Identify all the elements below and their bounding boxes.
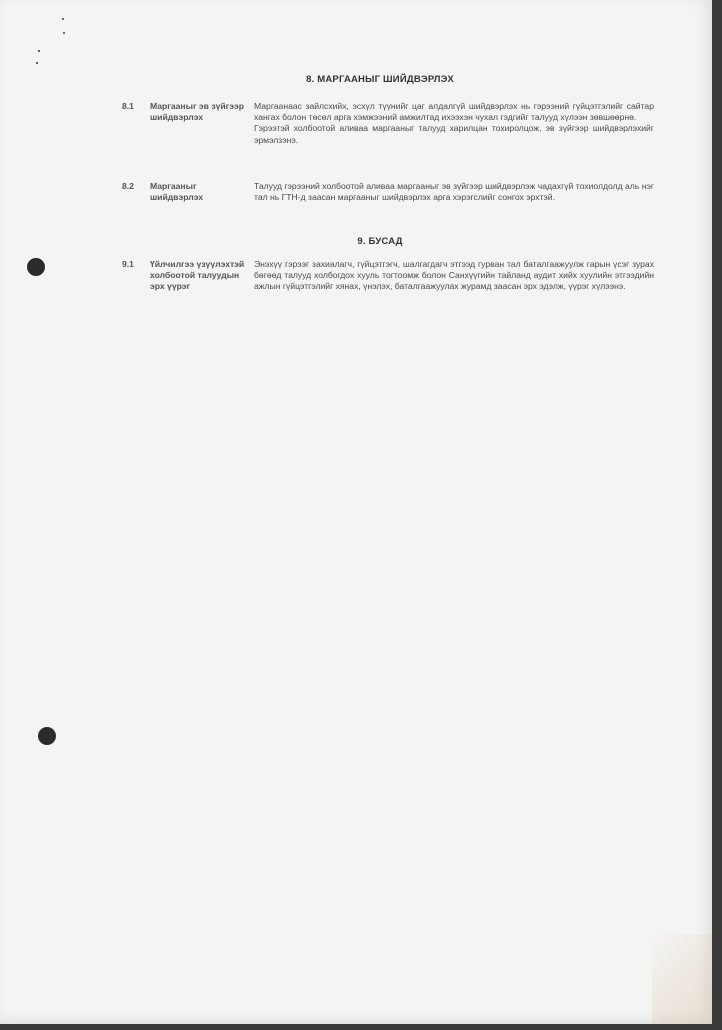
punch-hole-icon [38, 727, 56, 745]
clause-label: Маргааныг шийдвэрлэх [150, 181, 204, 203]
clause-body [254, 181, 654, 203]
clause-8-2 [122, 181, 662, 226]
clause-number: 8.2 [122, 181, 134, 191]
clause-paragraph: Маргаанаас зайлсхийх, эсхүл түүнийг цаг алдалгүй шийдвэрлэх нь гэрээний гүйцэтгэлийг сайтар хангах болон төсөл арга хэмжээний амжилтад ихээхэн чухал гэдгийг талууд хүлээн зөвшөөрнө. [254, 101, 654, 123]
clause-label: Үйлчилгээ үзүүлэхтэй холбоотой талуудын эрх үүрэг [150, 259, 245, 292]
page-corner-shadow [652, 934, 712, 1024]
clause-body [254, 259, 654, 293]
clause-number: 9.1 [122, 259, 134, 269]
section-8-title: 8. МАРГААНЫГ ШИЙДВЭРЛЭХ [306, 74, 454, 85]
clause-9-1 [122, 259, 662, 339]
punch-hole-icon [27, 258, 45, 276]
speck-mark [36, 62, 38, 64]
clause-paragraph: Талууд гэрээний холбоотой аливаа маргааныг эв зүйгээр шийдвэрлэж чадахгүй тохиолдолд аль нэг тал нь ГТН-д заасан маргааныг шийдвэрлэх арга хэрэгслийг сонгох эрхтэй. [254, 181, 654, 203]
section-9-title: 9. БУСАД [357, 236, 403, 247]
clause-body [254, 101, 654, 146]
speck-mark [62, 18, 64, 20]
clause-paragraph: Энэхүү гэрээг захиалагч, гүйцэтгэгч, шалгагдагч этгээд гурван тал баталгаажуулж гарын үсэг зурах бөгөөд талууд холбогдох хууль тогтоомж болон Санхүүгийн тайланд аудит хийх хуулийн этгээдийн ажлын гүйцэтгэлийг хянах, үнэлэх, баталгаажуулах журамд заасан эрх эдэлж, үүрэг хүлээнэ. [254, 259, 654, 292]
speck-mark [63, 32, 65, 34]
clause-number: 8.1 [122, 101, 134, 111]
speck-mark [38, 50, 40, 52]
clause-8-1 [122, 101, 662, 171]
clause-label: Маргааныг эв зүйгээр шийдвэрлэх [150, 101, 244, 123]
clause-paragraph: Гэрээтэй холбоотой аливаа маргааныг талууд харилцан тохиролцож, эв зүйгээр шийдвэрлэхийг эрмэлзэнэ. [254, 123, 654, 145]
